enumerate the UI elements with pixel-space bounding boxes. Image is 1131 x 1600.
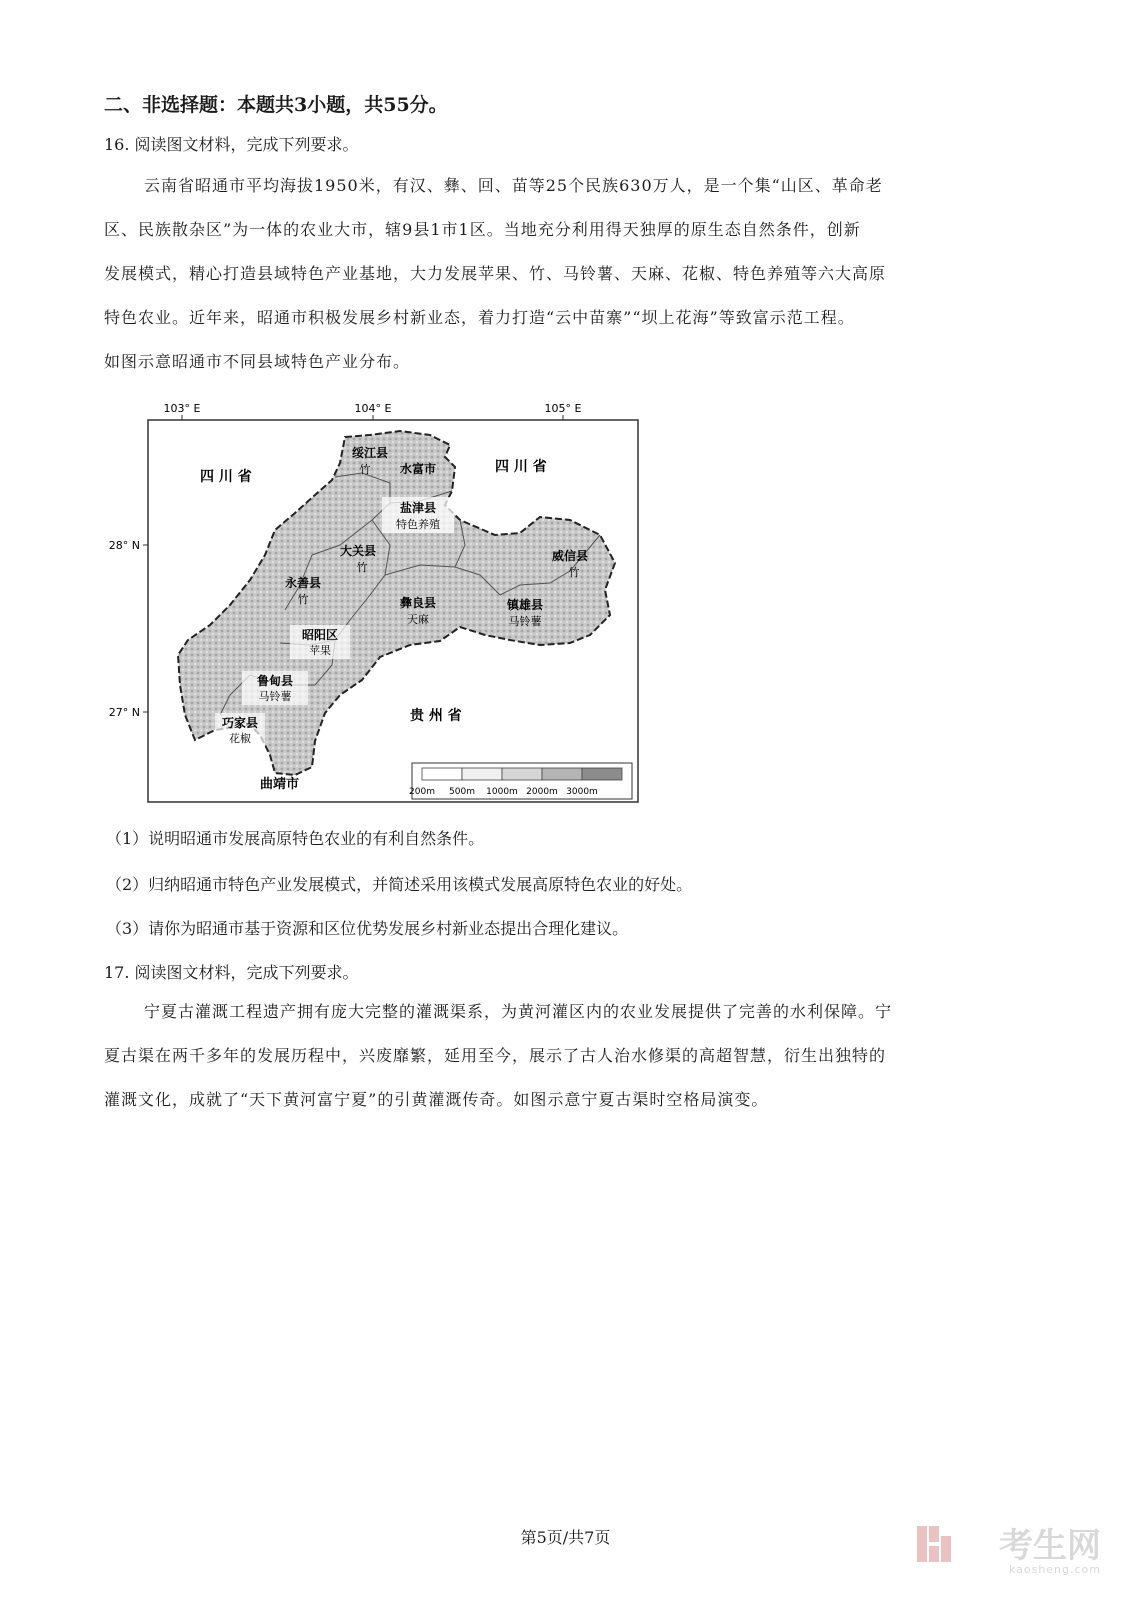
legend-label: 1000m <box>486 787 518 797</box>
county-name: 鲁甸县 <box>256 674 294 688</box>
county-name: 绥江县 <box>351 446 389 460</box>
question-16-1: （1）说明昭通市发展高原特色农业的有利自然条件。 <box>106 829 485 848</box>
county-product: 特色养殖 <box>396 518 440 531</box>
county-name: 水富市 <box>399 462 437 476</box>
material-line: 宁夏古灌溉工程遗产拥有庞大完整的灌溉渠系，为黄河灌区内的农业发展提供了完善的水利保障。宁 <box>144 1002 893 1021</box>
lon-label: 105° E <box>544 402 582 415</box>
county-name: 镇雄县 <box>506 598 544 612</box>
page-number: 第5页/共7页 <box>520 1528 611 1547</box>
watermark <box>999 1518 1101 1576</box>
province-label: 四 川 省 <box>495 459 547 475</box>
question-17-material <box>104 990 1004 1122</box>
watermark-brand: 考生网 <box>999 1526 1101 1566</box>
county-product: 竹 <box>356 561 368 574</box>
legend-label: 3000m <box>566 787 598 797</box>
legend-swatch <box>502 768 542 780</box>
county-product: 马铃薯 <box>258 690 292 703</box>
material-line: 夏古渠在两千多年的发展历程中，兴废靡繁，延用至今，展示了古人治水修渠的高超智慧，衍生出独特的 <box>104 1046 887 1065</box>
zhaotong-industry-map <box>100 395 660 815</box>
watermark-logo-icon <box>915 1522 955 1566</box>
county-product: 竹 <box>297 593 309 606</box>
legend-swatch <box>582 768 622 780</box>
legend-label: 500m <box>449 787 475 797</box>
material-line: 灌溉文化，成就了“天下黄河富宁夏”的引黄灌溉传奇。如图示意宁夏古渠时空格局演变。 <box>104 1090 769 1109</box>
question-16-material <box>104 164 1004 384</box>
lat-label: 28° N <box>108 539 140 552</box>
county-product: 苹果 <box>309 644 331 657</box>
county-name: 大关县 <box>339 544 377 558</box>
county-name: 永善县 <box>284 576 322 590</box>
city-label: 曲靖市 <box>260 777 300 792</box>
material-line: 发展模式，精心打造县域特色产业基地，大力发展苹果、竹、马铃薯、天麻、花椒、特色养殖等六大高原 <box>104 264 887 283</box>
lon-label: 103° E <box>163 402 201 415</box>
province-label: 贵 州 省 <box>410 708 462 724</box>
legend-label: 200m <box>409 787 435 797</box>
lat-label: 27° N <box>108 706 140 719</box>
province-label: 四 川 省 <box>200 469 252 485</box>
legend-label: 2000m <box>526 787 558 797</box>
county-name: 彝良县 <box>399 596 437 610</box>
county-name: 威信县 <box>551 549 589 563</box>
question-17-head: 17. 阅读图文材料，完成下列要求。 <box>104 963 359 982</box>
lon-label: 104° E <box>354 402 392 415</box>
county-product: 马铃薯 <box>508 615 542 628</box>
county-name: 盐津县 <box>399 501 437 515</box>
county-product: 竹 <box>359 463 371 476</box>
county-product: 天麻 <box>407 613 429 626</box>
legend-swatch <box>422 768 462 780</box>
legend-swatch <box>462 768 502 780</box>
question-16-2: （2）归纳昭通市特色产业发展模式，并简述采用该模式发展高原特色农业的好处。 <box>106 875 693 894</box>
material-line: 特色农业。近年来，昭通市积极发展乡村新业态，着力打造“云中苗寨”“坝上花海”等致富示范工程。 <box>104 308 855 327</box>
section-title: 二、非选择题：本题共3小题，共55分。 <box>104 94 448 116</box>
elevation-legend <box>409 763 632 799</box>
watermark-url: kaosheng.com <box>1008 1563 1101 1576</box>
material-line: 区、民族散杂区”为一体的农业大市，辖9县1市1区。当地充分利用得天独厚的原生态自然条件，创新 <box>104 220 861 239</box>
county-name: 巧家县 <box>221 716 259 730</box>
question-16-head: 16. 阅读图文材料，完成下列要求。 <box>104 135 359 154</box>
material-line: 云南省昭通市平均海拔1950米，有汉、彝、回、苗等25个民族630万人，是一个集“山区、革命老 <box>144 176 883 195</box>
county-product: 竹 <box>568 566 580 579</box>
material-line: 如图示意昭通市不同县域特色产业分布。 <box>104 352 411 371</box>
question-16-3: （3）请你为昭通市基于资源和区位优势发展乡村新业态提出合理化建议。 <box>106 919 629 938</box>
legend-swatch <box>542 768 582 780</box>
county-product: 花椒 <box>229 732 251 745</box>
county-name: 昭阳区 <box>301 628 339 642</box>
